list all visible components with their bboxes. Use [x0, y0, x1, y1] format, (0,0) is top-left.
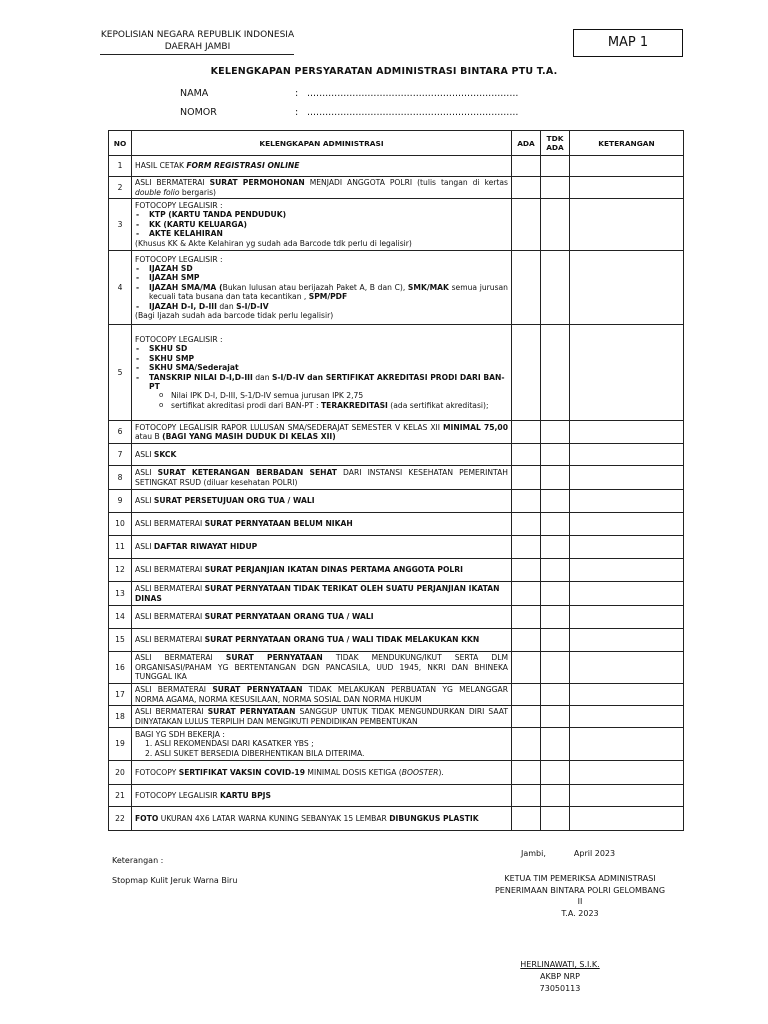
- tdk-ada-cell[interactable]: [541, 199, 570, 251]
- map-label-box: MAP 1: [573, 29, 683, 57]
- number-dots[interactable]: ......................................................................: [307, 107, 519, 118]
- row-item: ASLI BERMATERAI SURAT PERNYATAAN TIDAK TERIKAT OLEH SUATU PERJANJIAN IKATAN DINAS: [132, 582, 512, 606]
- date: April 2023: [573, 849, 616, 858]
- ada-cell[interactable]: [512, 761, 541, 785]
- keterangan-cell[interactable]: [570, 684, 684, 706]
- keterangan-cell[interactable]: [570, 706, 684, 728]
- tdk-ada-cell[interactable]: [541, 421, 570, 444]
- table-row: [109, 199, 684, 251]
- row-number: 15: [109, 629, 132, 652]
- ada-cell[interactable]: [512, 785, 541, 807]
- ada-cell[interactable]: [512, 582, 541, 606]
- ada-cell[interactable]: [512, 536, 541, 559]
- row-number: 2: [109, 177, 132, 199]
- row-item: FOTOCOPY SERTIFIKAT VAKSIN COVID-19 MINIMAL DOSIS KETIGA (BOOSTER).: [132, 761, 512, 785]
- header-no: NO: [109, 131, 132, 156]
- row-item: FOTOCOPY LEGALISIR : - KTP (KARTU TANDA PENDUDUK) - KK (KARTU KELUARGA) - AKTE KELAHIRAN (Khusus KK & Akte Kelahiran yg sudah ada Barcode tdk perlu di legalisir): [132, 199, 512, 251]
- table-row: [109, 177, 684, 199]
- row-number: 19: [109, 728, 132, 761]
- signer-name: HERLINAWATI, S.I.K.: [520, 960, 600, 969]
- table-row: [109, 629, 684, 652]
- row-item: ASLI SURAT KETERANGAN BERBADAN SEHAT DARI INSTANSI KESEHATAN PEMERINTAH SETINGKAT RSUD (diluar kesehatan POLRI): [132, 466, 512, 490]
- keterangan-cell[interactable]: [570, 629, 684, 652]
- row-number: 7: [109, 444, 132, 466]
- table-row: [109, 444, 684, 466]
- row-number: 9: [109, 490, 132, 513]
- ada-cell[interactable]: [512, 490, 541, 513]
- row-item: ASLI SKCK: [132, 444, 512, 466]
- row-number: 20: [109, 761, 132, 785]
- keterangan-cell[interactable]: [570, 490, 684, 513]
- ada-cell[interactable]: [512, 466, 541, 490]
- row-item: ASLI BERMATERAI SURAT PERNYATAAN ORANG TUA / WALI TIDAK MELAKUKAN KKN: [132, 629, 512, 652]
- keterangan-cell[interactable]: [570, 582, 684, 606]
- row-item: ASLI BERMATERAI SURAT PERMOHONAN MENJADI ANGGOTA POLRI (tulis tangan di kertas double folio bergaris): [132, 177, 512, 199]
- header-divider: [100, 54, 294, 55]
- keterangan-cell[interactable]: [570, 177, 684, 199]
- keterangan-cell[interactable]: [570, 807, 684, 831]
- tdk-ada-cell[interactable]: [541, 606, 570, 629]
- row-item: FOTO UKURAN 4X6 LATAR WARNA KUNING SEBANYAK 15 LEMBAR DIBUNGKUS PLASTIK: [132, 807, 512, 831]
- keterangan-cell[interactable]: [570, 199, 684, 251]
- table-row: [109, 582, 684, 606]
- table-row: [109, 706, 684, 728]
- header-tdk-ada-2: ADA: [546, 143, 564, 152]
- keterangan-cell[interactable]: [570, 444, 684, 466]
- tdk-ada-cell[interactable]: [541, 325, 570, 421]
- row-item: ASLI BERMATERAI SURAT PERJANJIAN IKATAN DINAS PERTAMA ANGGOTA POLRI: [132, 559, 512, 582]
- place-date: [521, 849, 615, 858]
- tdk-ada-cell[interactable]: [541, 177, 570, 199]
- ada-cell[interactable]: [512, 156, 541, 177]
- note-label: Keterangan :: [112, 856, 164, 865]
- keterangan-cell[interactable]: [570, 536, 684, 559]
- row-item: ASLI BERMATERAI SURAT PERNYATAAN ORANG TUA / WALI: [132, 606, 512, 629]
- row-number: 18: [109, 706, 132, 728]
- position-line-3: II: [577, 897, 583, 906]
- tdk-ada-cell[interactable]: [541, 251, 570, 325]
- ada-cell[interactable]: [512, 629, 541, 652]
- row-number: 8: [109, 466, 132, 490]
- row-item: FOTOCOPY LEGALISIR KARTU BPJS: [132, 785, 512, 807]
- table-row: [109, 156, 684, 177]
- name-label: NAMA: [180, 88, 209, 99]
- row-item: FOTOCOPY LEGALISIR : - SKHU SD - SKHU SMP - SKHU SMA/Sederajat - TANSKRIP NILAI D-I,D-III dan S-I/D-IV dan SERTIFIKAT AKREDITASI PRODI DARI BAN-PT o Nilai IPK D-I, D-III, S-1/D-IV semua jurusan IPK 2,75 o sertifikat akreditasi prodi dari BAN-PT : TERAKREDITASI (ada sertifikat akreditasi);: [132, 325, 512, 421]
- position-line-4: T.A. 2023: [561, 908, 599, 918]
- row-number: 11: [109, 536, 132, 559]
- keterangan-cell[interactable]: [570, 513, 684, 536]
- row-item: FOTOCOPY LEGALISIR : - IJAZAH SD - IJAZAH SMP - IJAZAH SMA/MA (Bukan lulusan atau berijazah Paket A, B dan C), SMK/MAK semua jurusan kecuali tata busana dan tata kecantikan , SPM/PDF - IJAZAH D-I, D-III dan S-I/D-IV (Bagi Ijazah sudah ada barcode tidak perlu legalisir): [132, 251, 512, 325]
- name-separator: :: [295, 88, 299, 99]
- tdk-ada-cell[interactable]: [541, 785, 570, 807]
- tdk-ada-cell[interactable]: [541, 652, 570, 684]
- signatory-position: [460, 873, 700, 919]
- keterangan-cell[interactable]: [570, 421, 684, 444]
- keterangan-cell[interactable]: [570, 466, 684, 490]
- row-number: 21: [109, 785, 132, 807]
- tdk-ada-cell[interactable]: [541, 536, 570, 559]
- row-item: ASLI SURAT PERSETUJUAN ORG TUA / WALI: [132, 490, 512, 513]
- header-ada: ADA: [512, 131, 541, 156]
- org-region: DAERAH JAMBI: [164, 42, 231, 52]
- organization-header: [100, 29, 295, 53]
- row-number: 3: [109, 199, 132, 251]
- table-row: [109, 785, 684, 807]
- tdk-ada-cell[interactable]: [541, 156, 570, 177]
- ada-cell[interactable]: [512, 728, 541, 761]
- ada-cell[interactable]: [512, 421, 541, 444]
- number-field-row: [180, 107, 518, 118]
- row-number: 5: [109, 325, 132, 421]
- signer-nrp: 73050113: [539, 984, 581, 993]
- table-row: [109, 606, 684, 629]
- table-row: [109, 536, 684, 559]
- ada-cell[interactable]: [512, 444, 541, 466]
- row-item: ASLI BERMATERAI SURAT PERNYATAAN TIDAK MENDUKUNG/IKUT SERTA DLM ORGANISASI/PAHAM YG BERTENTANGAN DGN PANCASILA, UUD 1945, NKRI DAN BHINEKA TUNGGAL IKA: [132, 652, 512, 684]
- ada-cell[interactable]: [512, 251, 541, 325]
- table-row: [109, 728, 684, 761]
- note-text: Stopmap Kulit Jeruk Warna Biru: [112, 876, 238, 885]
- row-number: 16: [109, 652, 132, 684]
- keterangan-cell[interactable]: [570, 761, 684, 785]
- keterangan-cell[interactable]: [570, 728, 684, 761]
- tdk-ada-cell[interactable]: [541, 466, 570, 490]
- row-item: BAGI YG SDH BEKERJA : 1. ASLI REKOMENDASI DARI KASATKER YBS ; 2. ASLI SUKET BERSEDIA DIBERHENTIKAN BILA DITERIMA.: [132, 728, 512, 761]
- signatory-block: [500, 959, 620, 995]
- row-number: 4: [109, 251, 132, 325]
- requirements-table: [108, 130, 684, 831]
- row-item: ASLI BERMATERAI SURAT PERNYATAAN BELUM NIKAH: [132, 513, 512, 536]
- ada-cell[interactable]: [512, 684, 541, 706]
- name-dots[interactable]: ......................................................................: [307, 88, 519, 99]
- tdk-ada-cell[interactable]: [541, 444, 570, 466]
- header-tdk: TDK: [546, 134, 564, 143]
- keterangan-cell[interactable]: [570, 606, 684, 629]
- keterangan-cell[interactable]: [570, 652, 684, 684]
- tdk-ada-cell[interactable]: [541, 807, 570, 831]
- row-number: 22: [109, 807, 132, 831]
- keterangan-cell[interactable]: [570, 785, 684, 807]
- keterangan-cell[interactable]: [570, 559, 684, 582]
- ada-cell[interactable]: [512, 807, 541, 831]
- header-keterangan: KETERANGAN: [570, 131, 684, 156]
- table-row: [109, 652, 684, 684]
- row-number: 13: [109, 582, 132, 606]
- tdk-ada-cell[interactable]: [541, 490, 570, 513]
- ada-cell[interactable]: [512, 606, 541, 629]
- number-separator: :: [295, 107, 299, 118]
- table-row: [109, 513, 684, 536]
- table-row: [109, 807, 684, 831]
- table-row: [109, 490, 684, 513]
- tdk-ada-cell[interactable]: [541, 513, 570, 536]
- ada-cell[interactable]: [512, 177, 541, 199]
- row-number: 1: [109, 156, 132, 177]
- table-row: [109, 325, 684, 421]
- row-item: ASLI DAFTAR RIWAYAT HIDUP: [132, 536, 512, 559]
- position-line-2: PENERIMAAN BINTARA POLRI GELOMBANG: [494, 885, 666, 895]
- position-line-1: KETUA TIM PEMERIKSA ADMINISTRASI: [504, 874, 656, 883]
- table-row: [109, 421, 684, 444]
- row-number: 12: [109, 559, 132, 582]
- name-field-row: [180, 88, 518, 99]
- tdk-ada-cell[interactable]: [541, 761, 570, 785]
- row-item: FOTOCOPY LEGALISIR RAPOR LULUSAN SMA/SEDERAJAT SEMESTER V KELAS XII MINIMAL 75,00 atau B (BAGI YANG MASIH DUDUK DI KELAS XII): [132, 421, 512, 444]
- ada-cell[interactable]: [512, 559, 541, 582]
- ada-cell[interactable]: [512, 325, 541, 421]
- tdk-ada-cell[interactable]: [541, 559, 570, 582]
- table-row: [109, 559, 684, 582]
- signer-rank: AKBP NRP: [540, 972, 580, 981]
- tdk-ada-cell[interactable]: [541, 684, 570, 706]
- row-number: 10: [109, 513, 132, 536]
- table-row: [109, 761, 684, 785]
- ada-cell[interactable]: [512, 199, 541, 251]
- row-number: 6: [109, 421, 132, 444]
- header-tdk-ada: [541, 131, 570, 156]
- table-row: [109, 251, 684, 325]
- tdk-ada-cell[interactable]: [541, 629, 570, 652]
- row-item: HASIL CETAK FORM REGISTRASI ONLINE: [132, 156, 512, 177]
- table-row: [109, 684, 684, 706]
- ada-cell[interactable]: [512, 513, 541, 536]
- keterangan-cell[interactable]: [570, 251, 684, 325]
- number-label: NOMOR: [180, 107, 217, 118]
- table-row: [109, 466, 684, 490]
- ada-cell[interactable]: [512, 706, 541, 728]
- org-name: KEPOLISIAN NEGARA REPUBLIK INDONESIA: [100, 30, 295, 40]
- row-item: ASLI BERMATERAI SURAT PERNYATAAN TIDAK MELAKUKAN PERBUATAN YG MELANGGAR NORMA AGAMA, NORMA KESUSILAAN, NORMA SOSIAL DAN NORMA HUKUM: [132, 684, 512, 706]
- header-item: KELENGKAPAN ADMINISTRASI: [132, 131, 512, 156]
- keterangan-cell[interactable]: [570, 156, 684, 177]
- row-number: 14: [109, 606, 132, 629]
- tdk-ada-cell[interactable]: [541, 582, 570, 606]
- document-title: KELENGKAPAN PERSYARATAN ADMINISTRASI BINTARA PTU T.A.: [210, 66, 558, 77]
- place: Jambi,: [521, 849, 546, 858]
- tdk-ada-cell[interactable]: [541, 728, 570, 761]
- keterangan-cell[interactable]: [570, 325, 684, 421]
- row-item: ASLI BERMATERAI SURAT PERNYATAAN SANGGUP UNTUK TIDAK MENGUNDURKAN DIRI SAAT DINYATAKAN LULUS TERPILIH DAN MENGIKUTI PENDIDIKAN PEMBENTUKAN: [132, 706, 512, 728]
- tdk-ada-cell[interactable]: [541, 706, 570, 728]
- row-number: 17: [109, 684, 132, 706]
- table-header-row: [109, 131, 684, 156]
- ada-cell[interactable]: [512, 652, 541, 684]
